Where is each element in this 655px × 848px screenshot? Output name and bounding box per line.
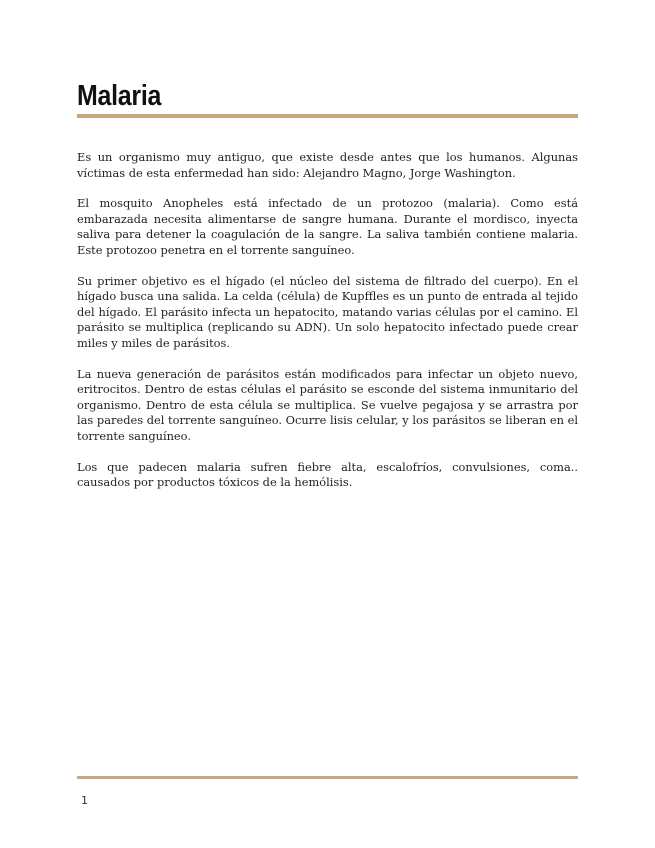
footer-divider (77, 776, 578, 779)
page-number: 1 (81, 794, 88, 807)
paragraph-symptoms: Los que padecen malaria sufren fiebre alta, escalofríos, convulsiones, coma.. causados por productos tóxicos de la hemólisis. (77, 459, 578, 490)
paragraph-liver: Su primer objetivo es el hígado (el núcleo del sistema de filtrado del cuerpo). En el hígado busca una salida. La celda (célula) de Kupffles es un punto de entrada al tejido del hígado. El parásito infecta un hepatocito, matando varias células por el camino. El parásito se multiplica (replicando su ADN). Un solo hepatocito infectado puede crear miles y miles de parásitos. (77, 273, 578, 350)
title-underline-divider (77, 114, 578, 118)
paragraph-mosquito: El mosquito Anopheles está infectado de un protozoo (malaria). Como está embarazada necesita alimentarse de sangre humana. Durante el mordisco, inyecta saliva para detener la coagulación de la sangre. La saliva también contiene malaria. Este protozoo penetra en el torrente sanguíneo. (77, 196, 578, 257)
paragraph-erythrocytes: La nueva generación de parásitos están modificados para infectar un objeto nuevo, eritrocitos. Dentro de estas células el parásito se esconde del sistema inmunitario del organismo. Dentro de esta célula se multiplica. Se vuelve pegajosa y se arrastra por las paredes del torrente sanguíneo. Ocurre lisis celular, y los parásitos se liberan en el torrente sanguíneo. (77, 366, 578, 443)
document-body (77, 150, 578, 506)
paragraph-intro: Es un organismo muy antiguo, que existe desde antes que los humanos. Algunas víctimas de esta enfermedad han sido: Alejandro Magno, Jorge Washington. (77, 150, 578, 180)
page-title: Malaria (77, 80, 162, 112)
